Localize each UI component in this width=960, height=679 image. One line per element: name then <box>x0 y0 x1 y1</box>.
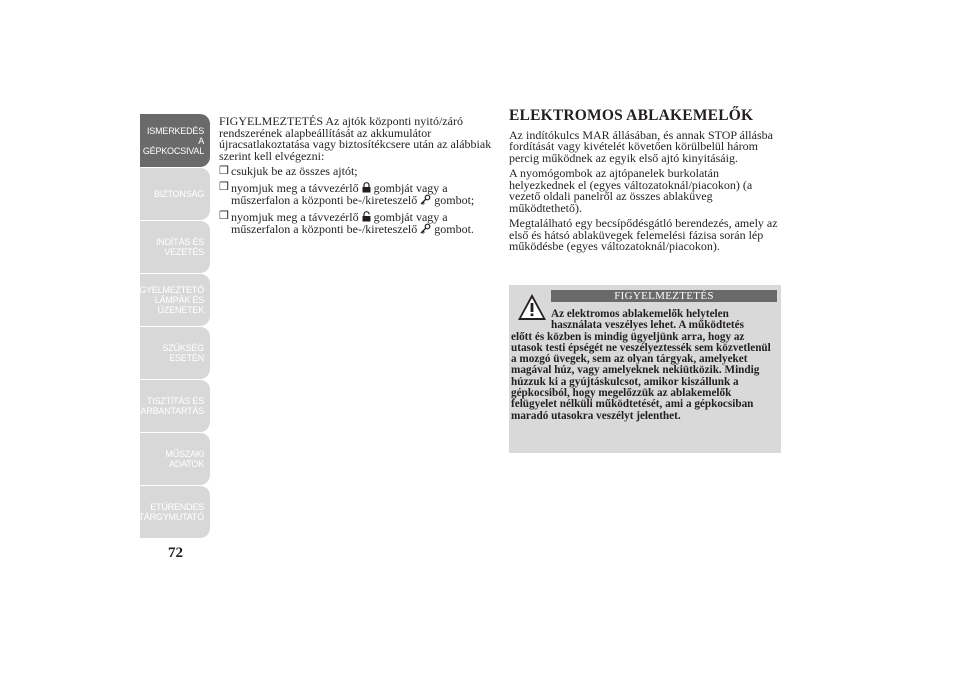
warning-line: Az elektromos ablakemelők helytelen <box>551 308 729 320</box>
intro-paragraph: FIGYELMEZTETÉS Az ajtók központi nyitó/záró rendszerének alapbeállítását az akkumulátor újracsatlakoztatása vagy biztosítékcsere után az alábbiak szerint kell elvégezni: <box>219 114 492 163</box>
paragraph: A nyomógombok az ajtópanelek burkolatán helyezkednek el (egyes változatoknál/piacokon) (a vezető oldali panelről az összes ablaküveg működtethető). <box>509 166 753 215</box>
tab-starting-driving[interactable] <box>140 220 210 273</box>
tab-maintenance[interactable] <box>134 379 210 432</box>
tab-warning-lights[interactable] <box>131 273 210 326</box>
bullet-text-part: nyomjuk meg a távvezérlő <box>231 209 359 224</box>
paragraph: Megtalálható egy becsípődésgátló berendezés, amely az első és hátsó ablaküvegek felemelési fázisa során lép működésbe (egyes változatoknál/piacokon). <box>509 216 778 253</box>
tab-label: ISMERKEDÉS A GÉPKOCSIVAL <box>142 125 204 156</box>
bullet-text-part: nyomjuk meg a távvezérlő <box>231 180 359 195</box>
list-item <box>219 182 494 207</box>
tab-technical-data[interactable] <box>140 432 210 485</box>
warning-line: használata veszélyes lehet. A működtetés <box>551 319 744 332</box>
lock-closed-icon <box>362 182 371 193</box>
tab-label: INDÍTÁS ÉS VEZETÉS <box>155 237 204 257</box>
warning-title: FIGYELMEZTETÉS <box>551 290 777 302</box>
bullet-text-part: gombot; <box>434 193 475 207</box>
lock-open-key-icon <box>420 223 431 234</box>
tab-emergency[interactable] <box>140 326 210 379</box>
bullet-text-part: gombot. <box>434 222 474 236</box>
right-column <box>509 107 781 257</box>
warning-text <box>509 309 775 422</box>
tab-getting-to-know[interactable] <box>140 114 210 167</box>
list-item <box>219 166 494 178</box>
page-number: 72 <box>168 545 183 561</box>
chapter-tabs <box>131 114 210 538</box>
warning-body: előtt és közben is mindig ügyeljünk arra, hogy az utasok testi épségét ne veszélyeztessék sem közvetlenül a mozgó üvegek, sem az olyan tárgyak, amelyeket magával húz, vagy amelyeknek nekiütközik. Mindig húzzuk ki a gyújtáskulcsot, amikor kiszállunk a gépkocsiból, hogy megelőzzük az ablakemelők felügyelet nélküli működtetését, ami a gépkocsiban maradó utasokra veszélyt jelenthet. <box>511 330 771 422</box>
tab-label: FIGYELMEZTETŐ LÁMPÁK ÉS ÜZENETEK <box>131 285 204 315</box>
tab-label: ETŰRENDES TÁRGYMUTATÓ <box>138 502 204 522</box>
tab-label: BIZTONSÁG <box>153 189 204 199</box>
bullet-text-part: gombját vagy a műszerfalon a központi be-/kireteszelő <box>231 180 448 207</box>
lock-open-icon <box>362 211 371 222</box>
tab-index[interactable] <box>140 485 210 538</box>
bullet-text <box>231 211 494 236</box>
bullet-text: csukjuk be az összes ajtót; <box>231 164 358 178</box>
tab-label: SZÜKSÉG ESETÉN <box>162 343 204 363</box>
tab-safety[interactable] <box>140 167 210 220</box>
left-column <box>219 116 494 240</box>
list-item <box>219 211 494 236</box>
bullet-text-part: gombját vagy a műszerfalon a központi be-/kireteszelő <box>231 209 448 236</box>
tab-label: TISZTÍTÁS ÉS KARBANTARTÁS <box>134 396 204 416</box>
tab-label: MŰSZAKI ADATOK <box>165 449 204 469</box>
paragraph: Az indítókulcs MAR állásában, és annak STOP állásba fordítását vagy kivételét követően körülbelül három percig működnek az egyik első ajtó kinyitásáig. <box>509 127 773 165</box>
lock-open-key-icon <box>420 194 431 205</box>
bullet-text <box>231 182 494 207</box>
warning-box <box>509 285 781 453</box>
section-heading: ELEKTROMOS ABLAKEMELŐK <box>509 107 754 124</box>
checkbox-bullet-icon: ❒ <box>219 180 229 193</box>
checkbox-bullet-icon: ❒ <box>219 165 229 177</box>
checkbox-bullet-icon: ❒ <box>219 209 229 222</box>
